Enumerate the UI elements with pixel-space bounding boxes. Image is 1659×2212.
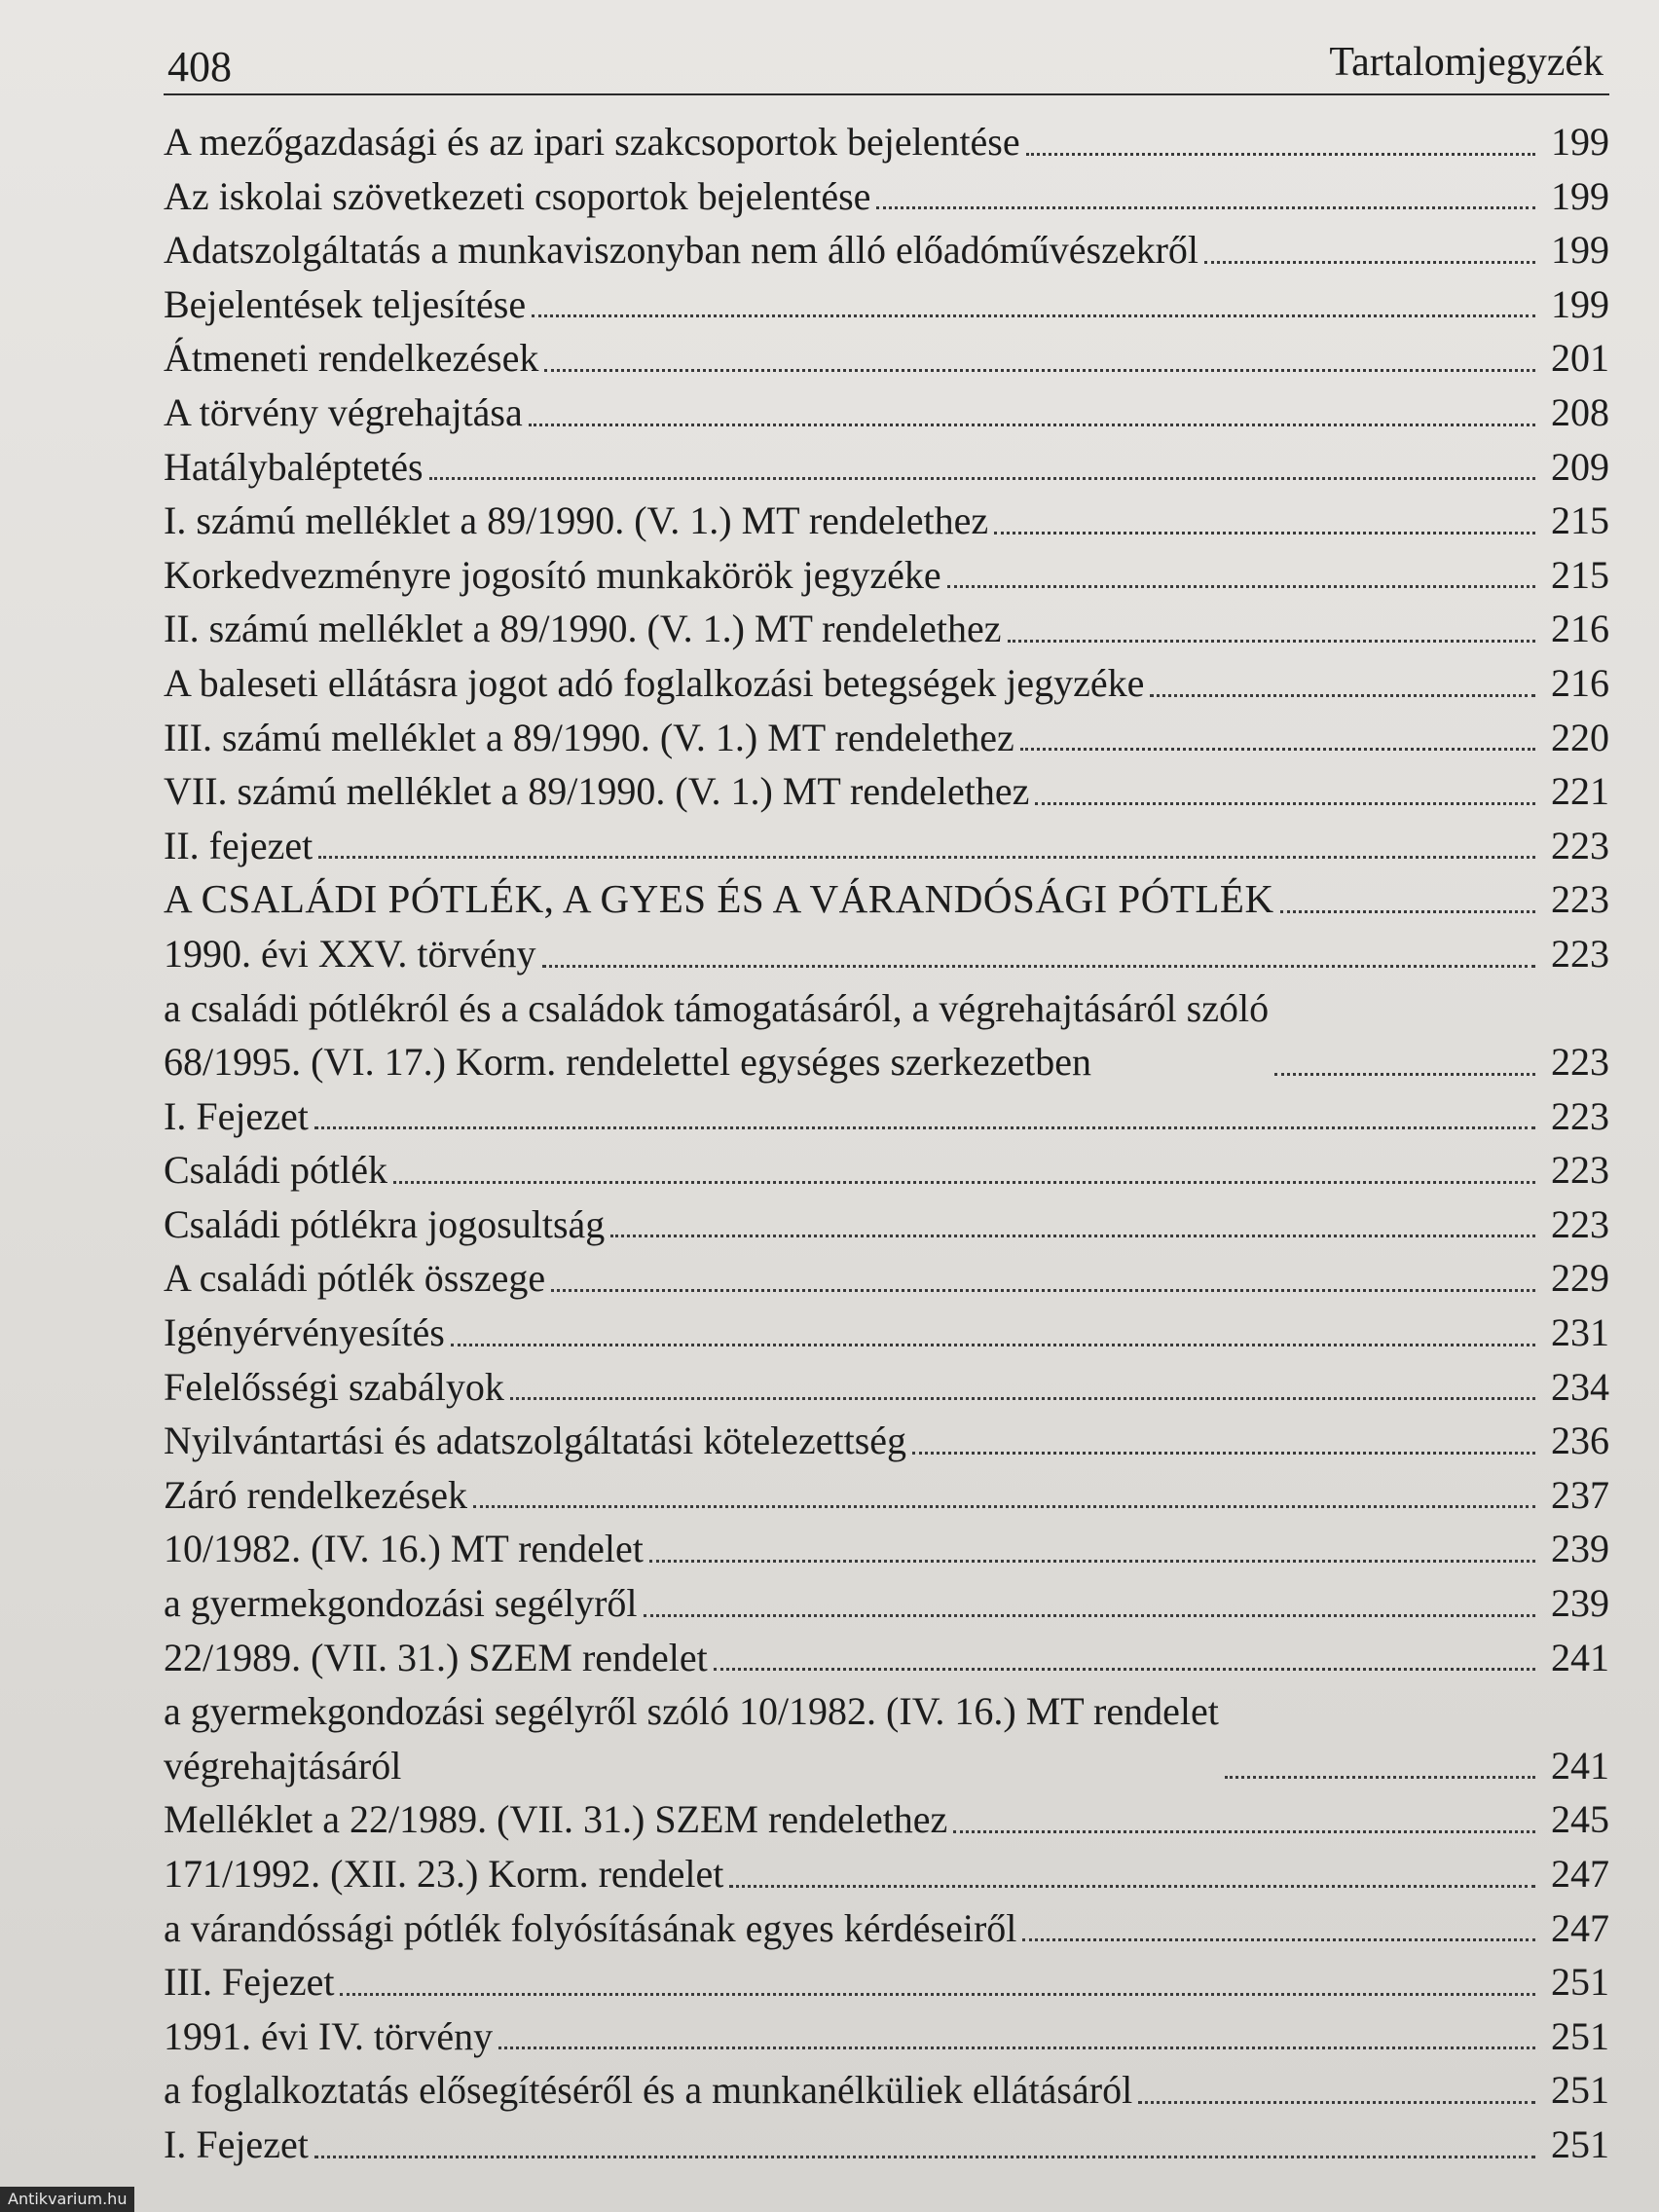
toc-entry-title: Családi pótlékra jogosultság <box>164 1201 606 1246</box>
toc-entry <box>164 386 1609 440</box>
toc-entry <box>164 602 1609 656</box>
toc-entry <box>164 115 1609 169</box>
toc-entry-title: Hatálybaléptetés <box>164 444 424 489</box>
toc-entry-title: I. Fejezet <box>164 1093 309 1138</box>
toc-entry <box>164 2009 1609 2064</box>
toc-entry-title: a gyermekgondozási segélyről <box>164 1581 638 1626</box>
toc-entry-page: 201 <box>1551 336 1609 381</box>
toc-entry-page: 234 <box>1551 1364 1609 1409</box>
toc-entry <box>164 1306 1609 1360</box>
toc-entry-page: 221 <box>1551 769 1609 814</box>
dot-leader <box>318 856 1535 859</box>
toc-entry <box>164 1576 1609 1631</box>
dot-leader <box>644 1614 1535 1617</box>
dot-leader <box>912 1452 1535 1455</box>
dot-leader <box>1008 640 1536 643</box>
toc-entry-title: II. számú melléklet a 89/1990. (V. 1.) MT rendelethez <box>164 607 1002 651</box>
toc-entry <box>164 927 1609 981</box>
dot-leader <box>610 1235 1535 1237</box>
table-of-contents <box>164 115 1609 2172</box>
dot-leader <box>1150 694 1535 697</box>
toc-entry-title: III. Fejezet <box>164 1960 335 2005</box>
toc-entry-page: 216 <box>1551 660 1609 705</box>
toc-entry-title: I. Fejezet <box>164 2121 309 2166</box>
toc-entry <box>164 1468 1609 1523</box>
toc-entry-page: 251 <box>1551 2121 1609 2166</box>
dot-leader <box>532 314 1535 317</box>
dot-leader <box>953 1830 1535 1833</box>
toc-entry-page: 241 <box>1551 1743 1609 1788</box>
toc-entry-page: 251 <box>1551 2068 1609 2113</box>
toc-entry <box>164 1143 1609 1198</box>
dot-leader <box>947 585 1535 588</box>
toc-entry-title: Melléklet a 22/1989. (VII. 31.) SZEM rendelethez <box>164 1797 948 1842</box>
toc-entry <box>164 1792 1609 1847</box>
toc-entry-page: 220 <box>1551 715 1609 759</box>
watermark: Antikvarium.hu <box>0 2187 134 2212</box>
dot-leader <box>1022 1938 1535 1941</box>
toc-entry-title: Átmeneti rendelkezések <box>164 336 539 381</box>
toc-entry <box>164 1414 1609 1468</box>
toc-entry <box>164 223 1609 277</box>
toc-entry-title: a foglalkoztatás elősegítéséről és a munkanélküliek ellátásáról <box>164 2068 1133 2113</box>
toc-entry-page: 223 <box>1551 1201 1609 1246</box>
toc-entry-title: II. fejezet <box>164 823 313 867</box>
toc-entry-title: 22/1989. (VII. 31.) SZEM rendelet <box>164 1635 708 1679</box>
toc-entry-title: 10/1982. (IV. 16.) MT rendelet <box>164 1527 644 1571</box>
page-number: 408 <box>167 43 232 91</box>
dot-leader <box>1035 802 1535 805</box>
toc-entry-page: 216 <box>1551 607 1609 651</box>
toc-entry-page: 247 <box>1551 1852 1609 1896</box>
toc-entry-page: 236 <box>1551 1419 1609 1463</box>
toc-entry-title: 1991. évi IV. törvény <box>164 2013 494 2058</box>
toc-entry-title: 1990. évi XXV. törvény <box>164 931 536 976</box>
toc-entry-page: 199 <box>1551 228 1609 273</box>
toc-entry <box>164 1955 1609 2009</box>
toc-entry-title: A törvény végrehajtása <box>164 389 523 434</box>
toc-entry-title: 171/1992. (XII. 23.) Korm. rendelet <box>164 1852 724 1896</box>
dot-leader <box>542 965 1535 968</box>
toc-entry-title: Adatszolgáltatás a munkaviszonyban nem álló előadóművészekről <box>164 228 1199 273</box>
toc-entry-title: A mezőgazdasági és az ipari szakcsoportok bejelentése <box>164 120 1020 164</box>
toc-entry <box>164 1631 1609 1685</box>
toc-entry <box>164 494 1609 548</box>
toc-entry <box>164 1198 1609 1252</box>
dot-leader <box>1204 261 1535 264</box>
toc-entry-page: 215 <box>1551 552 1609 597</box>
dot-leader <box>551 1289 1535 1292</box>
toc-entry <box>164 440 1609 495</box>
toc-entry-page: 199 <box>1551 281 1609 326</box>
toc-entry-page: 241 <box>1551 1635 1609 1679</box>
toc-entry-title: a családi pótlékról és a családok támogatásáról, a végrehajtásáról szóló 68/1995. (VI. 17.) Korm. rendelettel egységes szerkezetben <box>164 985 1270 1085</box>
toc-entry-page: 223 <box>1551 931 1609 976</box>
toc-entry-title: Az iskolai szövetkezeti csoportok bejelentése <box>164 173 871 218</box>
toc-entry <box>164 711 1609 765</box>
toc-entry-page: 231 <box>1551 1310 1609 1355</box>
toc-entry <box>164 1089 1609 1144</box>
toc-entry <box>164 1360 1609 1415</box>
toc-entry-page: 251 <box>1551 2013 1609 2058</box>
toc-entry-page: 245 <box>1551 1797 1609 1842</box>
toc-entry-page: 209 <box>1551 444 1609 489</box>
toc-entry-page: 223 <box>1551 1040 1609 1085</box>
dot-leader <box>1225 1776 1535 1779</box>
dot-leader <box>529 424 1535 426</box>
toc-entry-title: a gyermekgondozási segélyről szóló 10/1982. (IV. 16.) MT rendelet végrehajtásáról <box>164 1689 1219 1788</box>
toc-entry-title: Felelősségi szabályok <box>164 1364 504 1409</box>
dot-leader <box>451 1344 1535 1346</box>
dot-leader <box>1020 748 1535 751</box>
toc-entry <box>164 1684 1609 1792</box>
toc-entry <box>164 819 1609 873</box>
dot-leader <box>714 1668 1535 1671</box>
toc-entry <box>164 981 1609 1089</box>
toc-entry-page: 223 <box>1551 1148 1609 1193</box>
toc-entry-page: 215 <box>1551 498 1609 543</box>
dot-leader <box>1026 153 1535 156</box>
page-header <box>164 19 1609 95</box>
toc-entry-page: 208 <box>1551 389 1609 434</box>
toc-entry-title: VII. számú melléklet a 89/1990. (V. 1.) MT rendelethez <box>164 769 1030 814</box>
toc-entry-page: 239 <box>1551 1527 1609 1571</box>
dot-leader <box>510 1397 1535 1400</box>
toc-entry <box>164 1847 1609 1901</box>
toc-entry <box>164 331 1609 386</box>
dot-leader <box>429 477 1535 480</box>
toc-entry-page: 251 <box>1551 1960 1609 2005</box>
toc-entry-page: 223 <box>1551 877 1609 922</box>
dot-leader <box>498 2046 1535 2049</box>
dot-leader <box>649 1560 1535 1563</box>
toc-entry <box>164 2118 1609 2172</box>
toc-entry <box>164 169 1609 224</box>
toc-entry-page: 247 <box>1551 1905 1609 1950</box>
dot-leader <box>876 206 1535 209</box>
toc-entry <box>164 1522 1609 1576</box>
toc-entry <box>164 656 1609 711</box>
dot-leader <box>1274 1073 1535 1076</box>
toc-entry-title: Nyilvántartási és adatszolgáltatási kötelezettség <box>164 1419 907 1463</box>
dot-leader <box>1280 910 1535 913</box>
toc-entry-title: Bejelentések teljesítése <box>164 281 527 326</box>
toc-entry <box>164 872 1609 927</box>
dot-leader <box>729 1885 1535 1888</box>
toc-entry-page: 229 <box>1551 1256 1609 1301</box>
toc-entry-title: a várandóssági pótlék folyósításának egyes kérdéseiről <box>164 1905 1017 1950</box>
dot-leader <box>994 532 1535 535</box>
toc-entry <box>164 2063 1609 2118</box>
toc-entry <box>164 277 1609 332</box>
dot-leader <box>473 1505 1535 1508</box>
dot-leader <box>393 1181 1535 1184</box>
dot-leader <box>340 1993 1535 1996</box>
toc-entry-page: 199 <box>1551 173 1609 218</box>
toc-entry-page: 223 <box>1551 823 1609 867</box>
toc-entry-page: 239 <box>1551 1581 1609 1626</box>
toc-entry-title: I. számú melléklet a 89/1990. (V. 1.) MT rendelethez <box>164 498 989 543</box>
toc-entry <box>164 1901 1609 1956</box>
toc-entry-title: Igényérvényesítés <box>164 1310 445 1355</box>
toc-entry-page: 223 <box>1551 1093 1609 1138</box>
toc-entry-page: 237 <box>1551 1472 1609 1517</box>
toc-entry-page: 199 <box>1551 120 1609 164</box>
toc-entry <box>164 764 1609 819</box>
toc-entry-title: A baleseti ellátásra jogot adó foglalkozási betegségek jegyzéke <box>164 660 1145 705</box>
toc-entry <box>164 1251 1609 1306</box>
dot-leader <box>1138 2101 1535 2104</box>
toc-entry-title: A CSALÁDI PÓTLÉK, A GYES ÉS A VÁRANDÓSÁGI PÓTLÉK <box>164 876 1274 922</box>
dot-leader <box>544 369 1535 372</box>
toc-entry-title: Záró rendelkezések <box>164 1472 468 1517</box>
toc-entry-title: A családi pótlék összege <box>164 1256 546 1301</box>
toc-entry <box>164 548 1609 603</box>
dot-leader <box>314 2156 1535 2158</box>
dot-leader <box>314 1126 1535 1129</box>
toc-entry-title: Korkedvezményre jogosító munkakörök jegyzéke <box>164 552 941 597</box>
toc-entry-title: Családi pótlék <box>164 1148 387 1193</box>
header-title: Tartalomjegyzék <box>1329 40 1604 85</box>
toc-entry-title: III. számú melléklet a 89/1990. (V. 1.) MT rendelethez <box>164 715 1014 759</box>
